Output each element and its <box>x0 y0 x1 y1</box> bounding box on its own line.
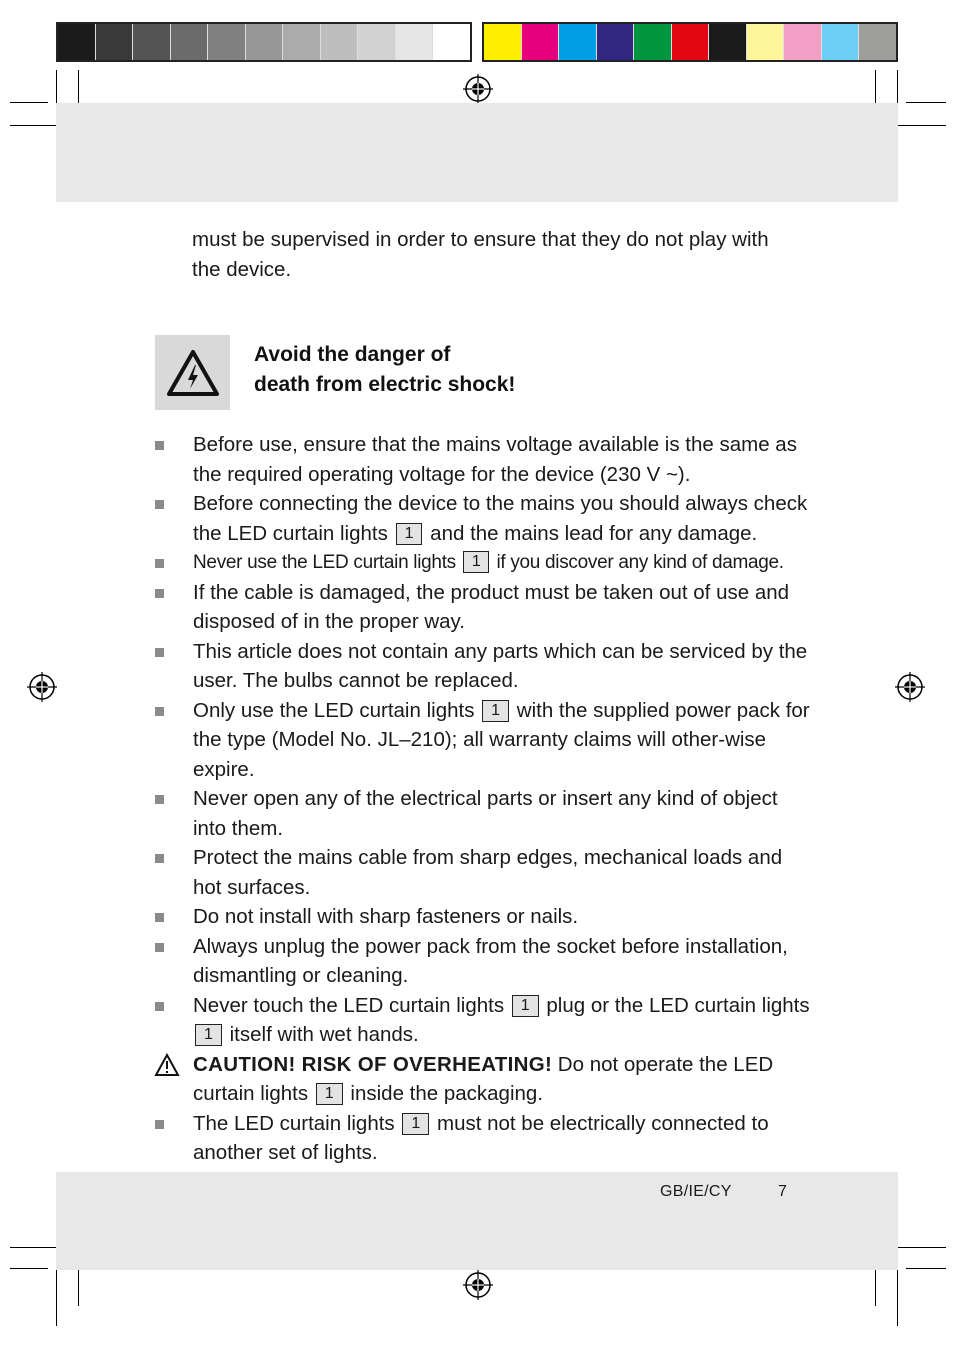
list-item: Never use the LED curtain lights 1 if you discover any kind of damage. <box>155 548 815 578</box>
registration-mark-icon <box>463 1270 493 1300</box>
list-item: Before connecting the device to the mains you should always check the LED curtain lights 1 and the mains lead for any damage. <box>155 489 815 548</box>
caution-triangle-icon <box>154 1053 180 1077</box>
header-band <box>56 103 898 202</box>
electric-shock-warning-icon <box>166 349 220 397</box>
crop-mark <box>897 1266 898 1326</box>
color-swatch <box>597 24 635 60</box>
list-item: The LED curtain lights 1 must not be electrically connected to another set of lights. <box>155 1109 815 1168</box>
list-item: Always unplug the power pack from the socket before installation, dismantling or cleaning. <box>155 932 815 991</box>
list-item: CAUTION! RISK OF OVERHEATING! Do not operate the LED curtain lights 1 inside the packaging. <box>155 1050 815 1109</box>
reference-number: 1 <box>463 551 490 573</box>
list-item: If the cable is damaged, the product must be taken out of use and disposed of in the proper way. <box>155 578 815 637</box>
bullet-square <box>155 559 164 568</box>
crop-mark <box>897 70 898 106</box>
crop-mark <box>875 70 876 106</box>
crop-mark <box>890 125 946 126</box>
color-swatch <box>283 24 321 60</box>
reference-number: 1 <box>402 1113 429 1135</box>
registration-mark-icon <box>463 74 493 104</box>
crop-mark <box>10 1268 48 1269</box>
crop-mark <box>56 70 57 106</box>
reference-number: 1 <box>316 1083 343 1105</box>
bullet-square <box>155 943 164 952</box>
bullet-square <box>155 500 164 509</box>
color-swatch <box>433 24 470 60</box>
crop-mark <box>906 102 946 103</box>
reference-number: 1 <box>396 523 423 545</box>
color-swatch <box>171 24 209 60</box>
intro-paragraph: must be supervised in order to ensure that they do not play with the device. <box>192 228 769 281</box>
bullet-square <box>155 707 164 716</box>
color-swatch <box>58 24 96 60</box>
bullet-square <box>155 854 164 863</box>
gray-calibration-strip <box>56 22 472 62</box>
warning-title <box>254 340 515 400</box>
bullet-square <box>155 441 164 450</box>
list-item: This article does not contain any parts which can be serviced by the user. The bulbs cannot be replaced. <box>155 637 815 696</box>
reference-number: 1 <box>195 1024 222 1046</box>
color-swatch <box>709 24 747 60</box>
color-swatch <box>208 24 246 60</box>
bullet-square <box>155 589 164 598</box>
crop-mark <box>875 1266 876 1306</box>
crop-mark <box>890 1247 946 1248</box>
crop-mark <box>10 1247 62 1248</box>
warning-title-line2: death from electric shock! <box>254 373 516 396</box>
color-swatch <box>859 24 896 60</box>
color-swatch <box>246 24 284 60</box>
list-item: Never touch the LED curtain lights 1 plug or the LED curtain lights 1 itself with wet hands. <box>155 991 815 1050</box>
crop-mark <box>906 1268 946 1269</box>
color-swatch <box>784 24 822 60</box>
warning-title-line1: Avoid the danger of <box>254 343 451 366</box>
crop-mark <box>78 70 79 106</box>
color-swatch <box>672 24 710 60</box>
registration-mark-icon <box>27 672 57 702</box>
color-swatch <box>321 24 359 60</box>
list-item: Only use the LED curtain lights 1 with the supplied power pack for the type (Model No. JL–210); all warranty claims will other-wise expire. <box>155 696 815 785</box>
bullet-square <box>155 1002 164 1011</box>
crop-mark <box>56 1266 57 1326</box>
color-swatch <box>133 24 171 60</box>
color-swatch <box>747 24 785 60</box>
page-number: 7 <box>778 1183 787 1200</box>
color-calibration-strip <box>482 22 898 62</box>
color-swatch <box>559 24 597 60</box>
warning-icon-box <box>155 335 230 410</box>
bullet-square <box>155 1120 164 1129</box>
list-item: Do not install with sharp fasteners or nails. <box>155 902 815 932</box>
reference-number: 1 <box>482 700 509 722</box>
color-swatch <box>484 24 522 60</box>
color-swatch <box>634 24 672 60</box>
crop-mark <box>10 102 48 103</box>
bullet-square <box>155 648 164 657</box>
color-swatch <box>396 24 434 60</box>
bullet-square <box>155 913 164 922</box>
crop-mark <box>78 1266 79 1306</box>
color-swatch <box>822 24 860 60</box>
safety-list <box>155 430 815 1168</box>
reference-number: 1 <box>512 995 539 1017</box>
color-swatch <box>358 24 396 60</box>
color-swatch <box>96 24 134 60</box>
footer-region: GB/IE/CY <box>660 1183 732 1200</box>
list-item: Before use, ensure that the mains voltage available is the same as the required operating voltage for the device (230 V ~). <box>155 430 815 489</box>
footer-band <box>56 1172 898 1270</box>
bullet-square <box>155 795 164 804</box>
caution-heading: CAUTION! RISK OF OVERHEATING! <box>193 1052 553 1076</box>
list-item: Never open any of the electrical parts or insert any kind of object into them. <box>155 784 815 843</box>
color-swatch <box>522 24 560 60</box>
crop-mark <box>10 125 62 126</box>
list-item: Protect the mains cable from sharp edges, mechanical loads and hot surfaces. <box>155 843 815 902</box>
registration-mark-icon <box>895 672 925 702</box>
